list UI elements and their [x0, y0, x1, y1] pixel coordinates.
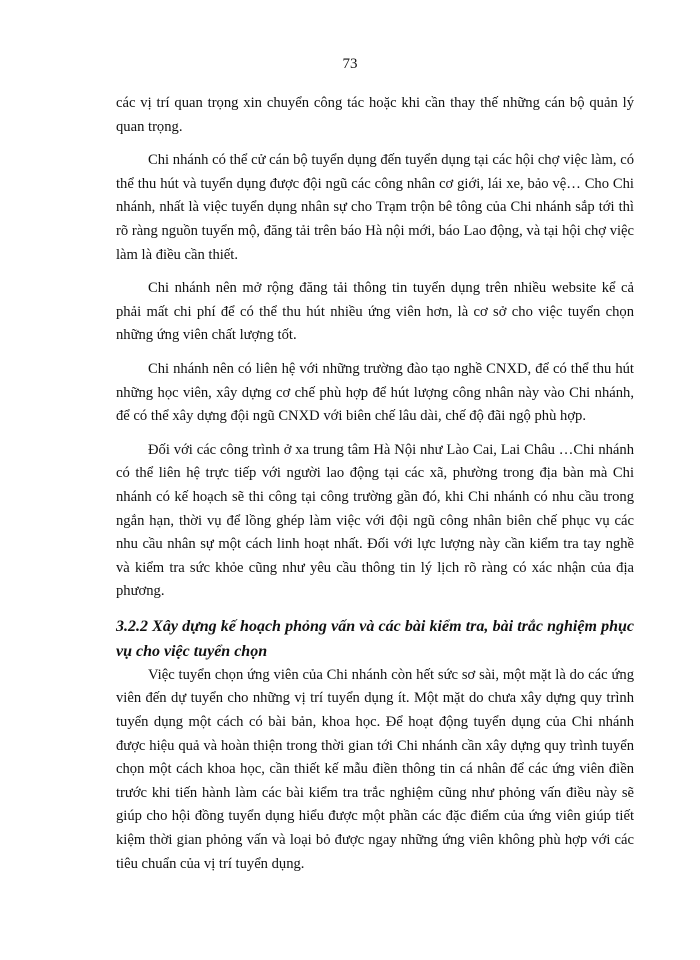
paragraph-websites: Chi nhánh nên mở rộng đăng tải thông tin tuyển dụng trên nhiều website kể cả phải mất chi phí để có thể thu hút nhiều ứng viên hơn, là cơ sở cho việc tuyển chọn những ứng viên chất lượng tốt.: [116, 280, 634, 344]
page-number: 73: [342, 56, 358, 72]
paragraph-job-fairs: Chi nhánh có thể cử cán bộ tuyển dụng đến tuyển dụng tại các hội chợ việc làm, có thể thu hút và tuyển dụng được đội ngũ các công nhân cơ giới, lái xe, bảo vệ… Cho Chi nhánh, nhất là việc tuyển dụng nhân sự cho Trạm trộn bê tông của Chi nhánh sắp tới thì rõ ràng nguồn tuyển mộ, đăng tải trên báo Hà nội mới, báo Lao động, và tại hội chợ việc làm là điều cần thiết.: [116, 152, 634, 263]
paragraph-continuation: các vị trí quan trọng xin chuyển công tác hoặc khi cần thay thế những cán bộ quản lý quan trọng.: [116, 95, 634, 135]
paragraph-vocational-schools: Chi nhánh nên có liên hệ với những trường đào tạo nghề CNXD, để có thể thu hút những học viên, xây dựng cơ chế phù hợp để hút lượng công nhân này vào Chi nhánh, để có thể xây dựng đội ngũ CNXD với biên chế lâu dài, chế độ đãi ngộ phù hợp.: [116, 360, 634, 425]
section-heading: 3.2.2 Xây dựng kế hoạch phỏng vấn và các bài kiểm tra, bài trắc nghiệm phục vụ cho việc tuyển chọn: [116, 617, 634, 660]
paragraph-selection-process: Việc tuyển chọn ứng viên của Chi nhánh còn hết sức sơ sài, một mặt là do các ứng viên đến dự tuyển cho những vị trí tuyển dụng ít. Một mặt do chưa xây dựng quy trình tuyển dụng một cách có bài bản, khoa học. Để hoạt động tuyển dụng của Chi nhánh được hiệu quả và hoàn thiện trong thời gian tới Chi nhánh cần xây dựng quy trình tuyển chọn một cách khoa học, cần thiết kế mẫu điền thông tin cá nhân để các ứng viên điền trước khi tiến hành làm các bài kiểm tra trắc nghiệm cũng như phỏng vấn điều này sẽ giúp cho hội đồng tuyển dụng hiểu được một phần các đặc điểm của ứng viên giúp tiết kiệm thời gian phỏng vấn và loại bỏ được ngay những ứng viên không phù hợp với các tiêu chuẩn của vị trí tuyển dụng.: [116, 666, 634, 872]
paragraph-remote-projects: Đối với các công trình ở xa trung tâm Hà Nội như Lào Cai, Lai Châu …Chi nhánh có thể liên hệ trực tiếp với người lao động tại các xã, phường trong địa bàn mà Chi nhánh có kế hoạch sẽ thi công tại công trường gần đó, khi Chi nhánh có nhu cầu trong ngắn hạn, thời vụ để lồng ghép làm việc với đội ngũ công nhân biên chế phục vụ các nhu cầu nhân sự một cách linh hoạt nhất. Đối với lực lượng này cần kiểm tra tay nghề và kiểm tra sức khỏe cũng như yêu cầu thông tin lý lịch rõ ràng có xác nhận của địa phương.: [116, 441, 634, 600]
page-body: [116, 92, 634, 886]
